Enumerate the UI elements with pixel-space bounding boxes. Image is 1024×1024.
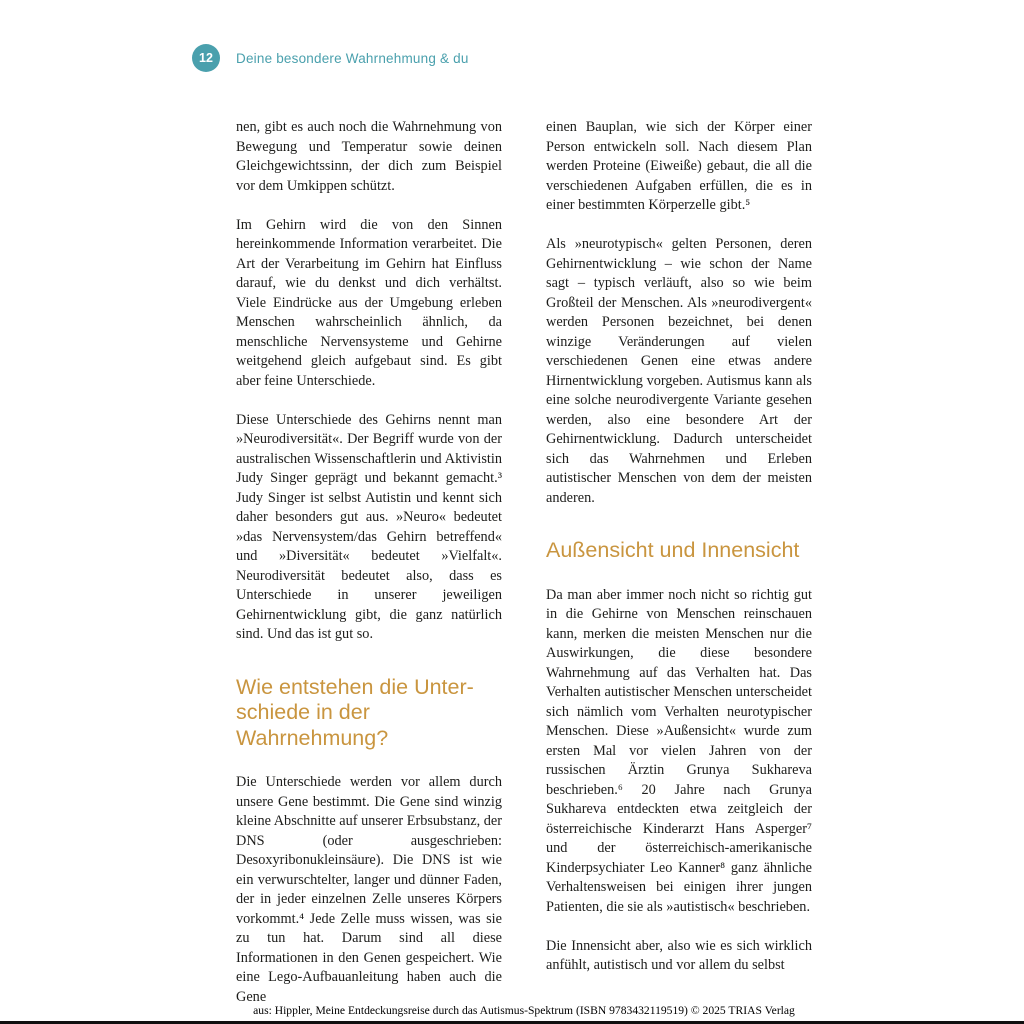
credit-line: aus: Hippler, Meine Entdeckungsreise durch das Autismus-Spektrum (ISBN 9783432119519) © 2025 TRIAS Verlag [253, 1004, 795, 1017]
page-header [192, 44, 469, 72]
body-paragraph: Die Unterschiede werden vor allem durch unsere Gene bestimmt. Die Gene sind winzig kleine Abschnitte auf unserer Erbsubstanz, der DNS (oder ausgeschrieben: Desoxyribonukleinsäure). Die DNS ist wie ein verwurschtelter, langer und dünner Faden, der in jeder einzelnen Zelle unseres Körpers vorkommt.⁴ Jede Zelle muss wissen, was sie zu tun hat. Darum sind all diese Informationen in den Genen gespeichert. Wie eine Lego-Aufbauanleitung haben auch die Gene [236, 774, 502, 1005]
section-heading-aussensicht: Außensicht und Innensicht [546, 538, 800, 562]
body-paragraph: Diese Unterschiede des Gehirns nennt man »Neurodiversität«. Der Begriff wurde von der australischen Wissenschaftlerin und Aktivistin Judy Singer geprägt und bekannt gemacht.³ Judy Singer ist selbst Autistin und kennt sich daher besonders gut aus. »Neuro« bedeutet »das Nervensystem/das Gehirn betreffend« und »Diversität« bedeutet »Vielfalt«. Neurodiversität bedeutet also, dass es Unterschiede in unserer jeweiligen Gehirnentwicklung gibt, die ganz natürlich sind. Und das ist gut so. [236, 411, 502, 642]
section-heading-unterschiede [236, 675, 502, 752]
heading-line: Wie entstehen die Unter- [236, 674, 474, 699]
body-paragraph: Im Gehirn wird die von den Sinnen hereinkommende Information verarbeitet. Die Art der Verarbeitung im Gehirn hat Einfluss darauf, wie du denkst und dich verhältst. Viele Eindrücke aus der Umgebung erleben Menschen wahrscheinlich ähnlich, da menschliche Nervensysteme und Gehirne weitgehend gleich aufgebaut sind. Es gibt aber feine Unterschiede. [236, 216, 502, 389]
right-column [546, 118, 812, 1024]
body-paragraph: Als »neurotypisch« gelten Personen, deren Gehirnentwicklung – wie schon der Name sagt – typisch verläuft, also so wie beim Großteil der Menschen. Als »neurodivergent« werden Personen bezeichnet, bei denen winzige Veränderungen auf vielen verschiedenen Genen eine etwas andere Hirnentwicklung vorgeben. Autismus kann als eine solche neurodivergente Variante gesehen werden, also eine besondere Art der Gehirnentwicklung. Dadurch unterscheidet sich das Wahrnehmen und Erleben autistischer Menschen von dem der meisten anderen. [546, 236, 812, 506]
heading-line: schiede in der Wahrnehmung? [236, 700, 389, 750]
body-paragraph: nen, gibt es auch noch die Wahrnehmung von Bewegung und Temperatur sowie deinen Gleichgewichtssinn, der dich zum Beispiel vor dem Umkippen schützt. [236, 119, 502, 194]
text-columns [236, 118, 812, 1024]
body-paragraph: Die Innensicht aber, also wie es sich wirklich anfühlt, autistisch und vor allem du selbst [546, 937, 812, 973]
left-column [236, 118, 502, 1024]
body-paragraph: Da man aber immer noch nicht so richtig gut in die Gehirne von Menschen reinschauen kann, merken die meisten Menschen nur die Auswirkungen, die diese besondere Wahrnehmung auf das Verhalten hat. Das Verhalten autistischer Menschen unterscheidet sich nämlich vom Verhalten neurotypischer Menschen. Diese »Außensicht« wurde zum ersten Mal vor vielen Jahren von der russischen Ärztin Grunya Sukhareva beschrieben.⁶ 20 Jahre nach Grunya Sukhareva entdeckten etwa zeitgleich der österreichische Kinderarzt Hans Asperger⁷ und der österreichisch-amerikanische Kinderpsychiater Leo Kanner⁸ ganz ähnliche Verhaltensweisen bei einigen ihrer jungen Patienten, die sie als »autistisch« beschrieben. [546, 586, 812, 915]
chapter-number: 12 [199, 51, 213, 65]
chapter-number-badge [192, 44, 220, 72]
chapter-title: Deine besondere Wahrnehmung & du [236, 50, 469, 66]
body-paragraph: einen Bauplan, wie sich der Körper einer Person entwickeln soll. Nach diesem Plan werden Proteine (Eiweiße) gebaut, die all die verschiedenen Aufgaben erfüllen, die es in einer bestimmten Körperzelle gibt.⁵ [546, 119, 812, 213]
